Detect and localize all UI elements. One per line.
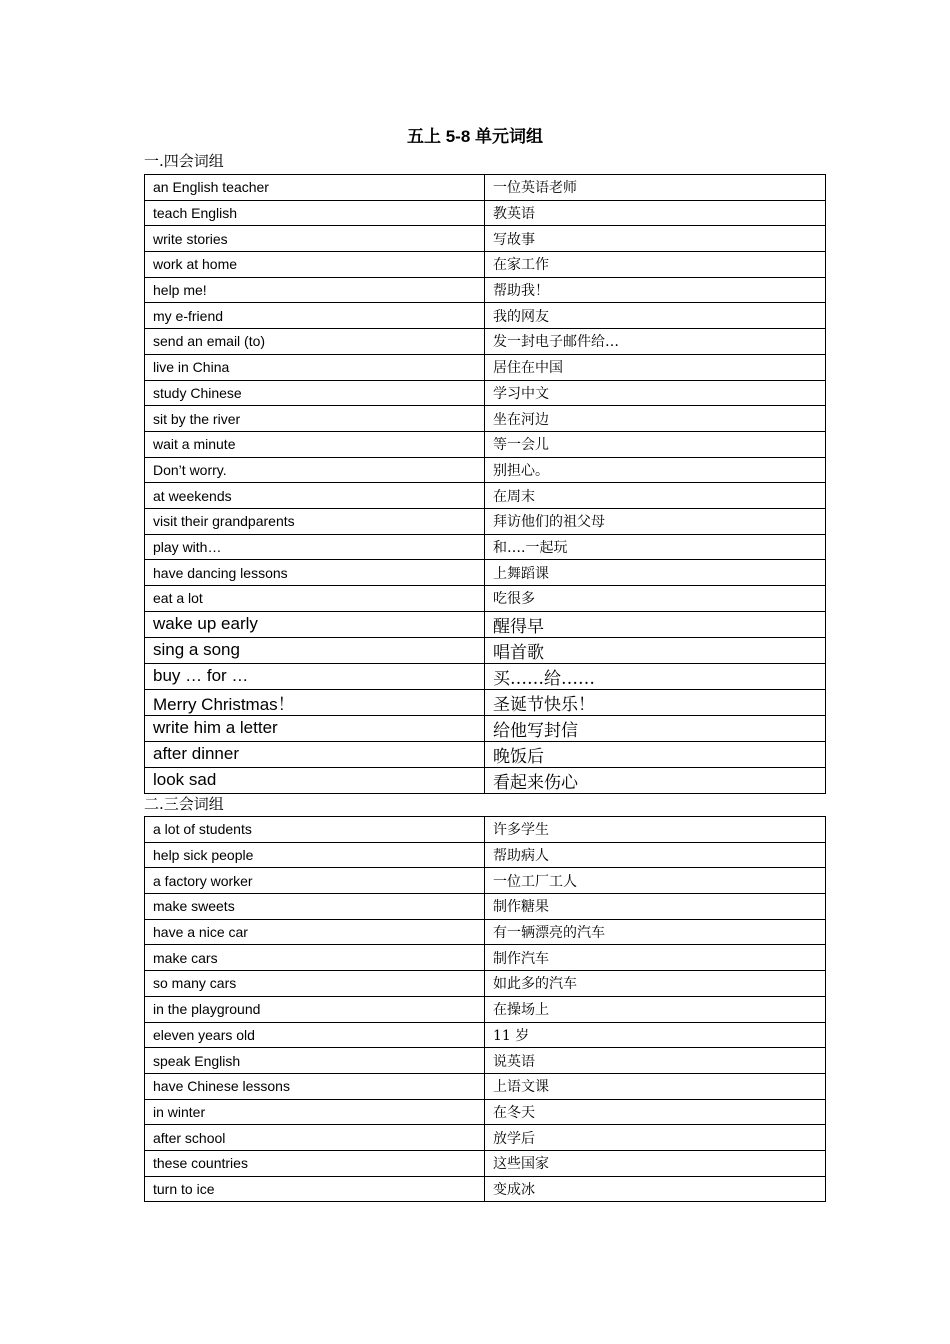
english-phrase: eat a lot [145, 586, 485, 612]
table-row [145, 200, 826, 226]
table-row [145, 1022, 826, 1048]
chinese-meaning: 圣诞节快乐！ [485, 689, 826, 715]
page-title: 五上 5-8 单元词组 [406, 127, 544, 146]
english-phrase: an English teacher [145, 175, 485, 201]
chinese-meaning: 放学后 [485, 1125, 826, 1151]
english-phrase: in the playground [145, 996, 485, 1022]
chinese-meaning: 这些国家 [485, 1150, 826, 1176]
english-phrase: write stories [145, 226, 485, 252]
chinese-meaning: 在操场上 [485, 996, 826, 1022]
table-row [145, 1150, 826, 1176]
vocab-table-four-skill [144, 174, 826, 794]
chinese-meaning: 别担心。 [485, 457, 826, 483]
english-phrase: visit their grandparents [145, 508, 485, 534]
chinese-meaning: 在周末 [485, 483, 826, 509]
chinese-meaning: 一位工厂工人 [485, 868, 826, 894]
table-row [145, 226, 826, 252]
chinese-meaning: 居住在中国 [485, 354, 826, 380]
english-phrase: work at home [145, 252, 485, 278]
table-row [145, 767, 826, 793]
table-row [145, 534, 826, 560]
english-phrase: have Chinese lessons [145, 1073, 485, 1099]
table-row [145, 868, 826, 894]
vocab-table-body [145, 817, 826, 1202]
chinese-meaning: 上舞蹈课 [485, 560, 826, 586]
chinese-meaning: 在冬天 [485, 1099, 826, 1125]
table-row [145, 406, 826, 432]
chinese-meaning: 拜访他们的祖父母 [485, 508, 826, 534]
table-row [145, 277, 826, 303]
chinese-meaning: 帮助我！ [485, 277, 826, 303]
english-phrase: teach English [145, 200, 485, 226]
english-phrase: sing a song [145, 637, 485, 663]
table-row [145, 1073, 826, 1099]
table-row [145, 842, 826, 868]
english-phrase: live in China [145, 354, 485, 380]
english-phrase: study Chinese [145, 380, 485, 406]
vocab-table-body [145, 175, 826, 794]
chinese-meaning: 说英语 [485, 1048, 826, 1074]
table-row [145, 663, 826, 689]
section-title-four-skill: 一.四会词组 [144, 152, 224, 170]
table-row [145, 508, 826, 534]
english-phrase: make sweets [145, 894, 485, 920]
chinese-meaning: 等一会儿 [485, 431, 826, 457]
table-row [145, 971, 826, 997]
english-phrase: help me! [145, 277, 485, 303]
english-phrase: write him a letter [145, 715, 485, 741]
chinese-meaning: 有一辆漂亮的汽车 [485, 919, 826, 945]
table-row [145, 483, 826, 509]
english-phrase: help sick people [145, 842, 485, 868]
chinese-meaning: 给他写封信 [485, 715, 826, 741]
table-row [145, 329, 826, 355]
english-phrase: a lot of students [145, 817, 485, 843]
english-phrase: have dancing lessons [145, 560, 485, 586]
english-phrase: turn to ice [145, 1176, 485, 1202]
english-phrase: play with… [145, 534, 485, 560]
english-phrase: in winter [145, 1099, 485, 1125]
table-row [145, 919, 826, 945]
chinese-meaning: 上语文课 [485, 1073, 826, 1099]
chinese-meaning: 制作汽车 [485, 945, 826, 971]
chinese-meaning: 醒得早 [485, 611, 826, 637]
chinese-meaning: 帮助病人 [485, 842, 826, 868]
chinese-meaning: 变成冰 [485, 1176, 826, 1202]
table-row [145, 175, 826, 201]
english-phrase: send an email (to) [145, 329, 485, 355]
table-row [145, 894, 826, 920]
table-row [145, 560, 826, 586]
section-title-three-skill: 二.三会词组 [144, 795, 224, 813]
table-row [145, 303, 826, 329]
english-phrase: buy … for … [145, 663, 485, 689]
chinese-meaning: 写故事 [485, 226, 826, 252]
chinese-meaning: 许多学生 [485, 817, 826, 843]
english-phrase: Merry Christmas！ [145, 689, 485, 715]
chinese-meaning: 看起来伤心 [485, 767, 826, 793]
english-phrase: look sad [145, 767, 485, 793]
table-row [145, 457, 826, 483]
table-row [145, 354, 826, 380]
table-row [145, 996, 826, 1022]
table-row [145, 945, 826, 971]
chinese-meaning: 我的网友 [485, 303, 826, 329]
english-phrase: so many cars [145, 971, 485, 997]
table-row [145, 1099, 826, 1125]
chinese-meaning: 买……给…… [485, 663, 826, 689]
vocab-table-three-skill [144, 816, 826, 1202]
english-phrase: at weekends [145, 483, 485, 509]
english-phrase: sit by the river [145, 406, 485, 432]
english-phrase: my e-friend [145, 303, 485, 329]
english-phrase: these countries [145, 1150, 485, 1176]
table-row [145, 380, 826, 406]
english-phrase: have a nice car [145, 919, 485, 945]
english-phrase: speak English [145, 1048, 485, 1074]
chinese-meaning: 制作糖果 [485, 894, 826, 920]
chinese-meaning: 发一封电子邮件给… [485, 329, 826, 355]
table-row [145, 689, 826, 715]
table-row [145, 1048, 826, 1074]
table-row [145, 431, 826, 457]
chinese-meaning: 一位英语老师 [485, 175, 826, 201]
chinese-meaning: 11 岁 [485, 1022, 826, 1048]
chinese-meaning: 学习中文 [485, 380, 826, 406]
table-row [145, 741, 826, 767]
table-row [145, 586, 826, 612]
chinese-meaning: 吃很多 [485, 586, 826, 612]
table-row [145, 817, 826, 843]
chinese-meaning: 教英语 [485, 200, 826, 226]
chinese-meaning: 如此多的汽车 [485, 971, 826, 997]
english-phrase: after school [145, 1125, 485, 1151]
chinese-meaning: 在家工作 [485, 252, 826, 278]
english-phrase: after dinner [145, 741, 485, 767]
table-row [145, 1176, 826, 1202]
chinese-meaning: 唱首歌 [485, 637, 826, 663]
english-phrase: wake up early [145, 611, 485, 637]
chinese-meaning: 和….一起玩 [485, 534, 826, 560]
english-phrase: wait a minute [145, 431, 485, 457]
table-row [145, 715, 826, 741]
table-row [145, 637, 826, 663]
english-phrase: make cars [145, 945, 485, 971]
english-phrase: a factory worker [145, 868, 485, 894]
chinese-meaning: 晚饭后 [485, 741, 826, 767]
english-phrase: Don’t worry. [145, 457, 485, 483]
chinese-meaning: 坐在河边 [485, 406, 826, 432]
table-row [145, 611, 826, 637]
english-phrase: eleven years old [145, 1022, 485, 1048]
table-row [145, 252, 826, 278]
table-row [145, 1125, 826, 1151]
